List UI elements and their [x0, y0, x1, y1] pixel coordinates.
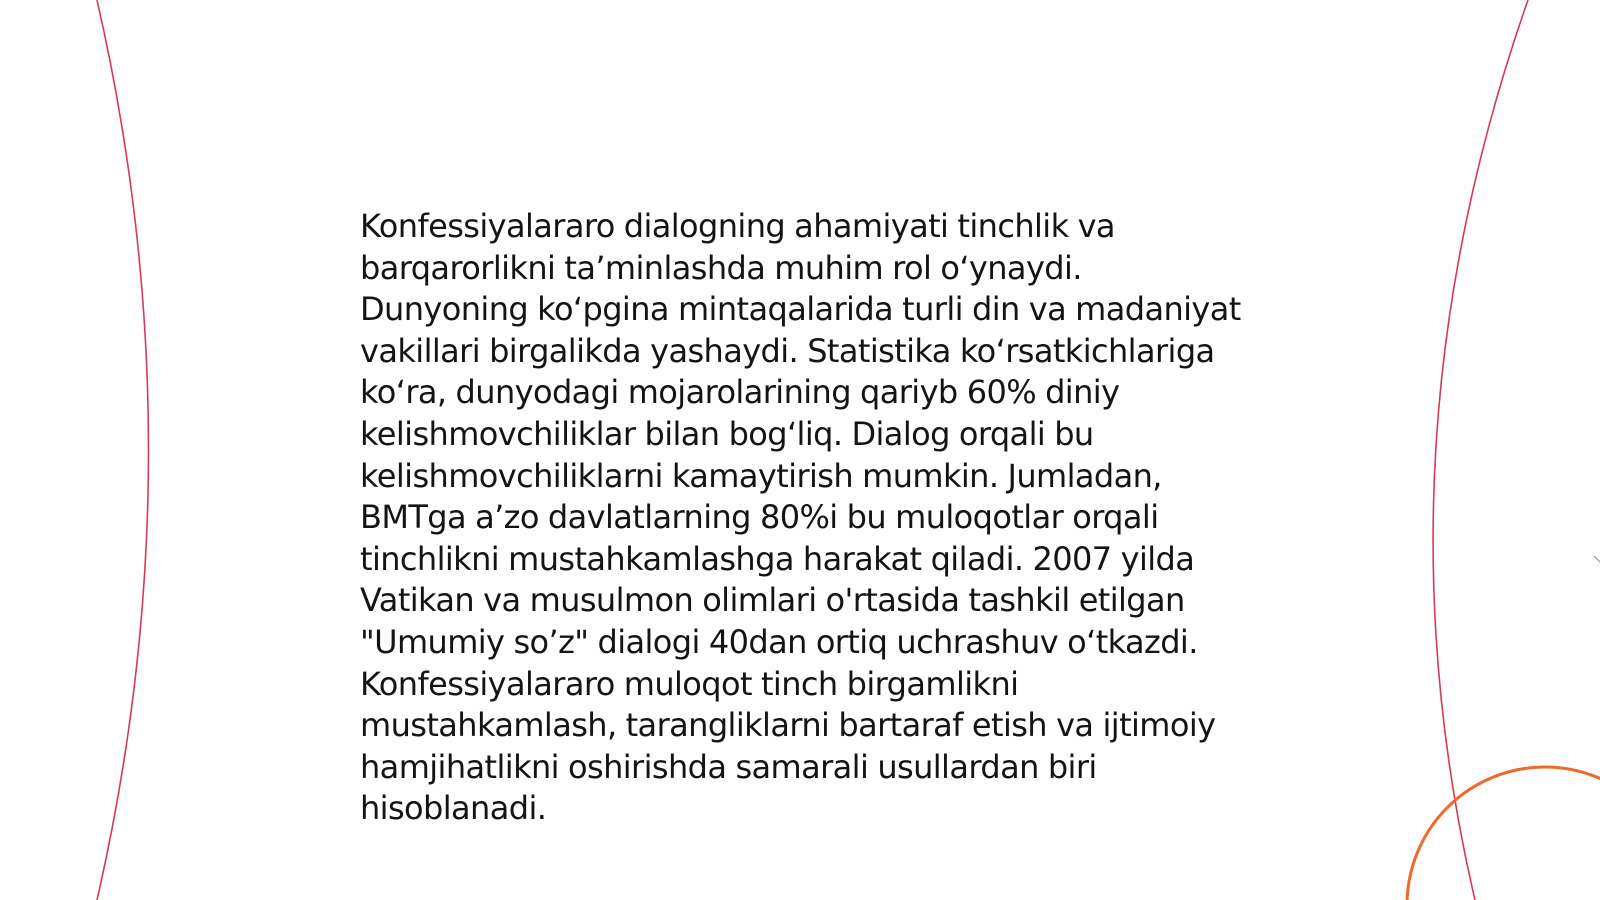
small-tick-mark	[1594, 556, 1600, 562]
right-arc	[1433, 0, 1528, 900]
body-paragraph: Konfessiyalararo dialogning ahamiyati tinchlik va barqarorlikni ta’minlashda muhim rol o‘ynaydi. Dunyoning ko‘pgina mintaqalarida turli din va madaniyat vakillari birgalikda yashaydi. Statistika ko‘rsatkichlariga ko‘ra, dunyodagi mojarolarining qariyb 60% diniy kelishmovchiliklar bilan bog‘liq. Dialog orqali bu kelishmovchiliklarni kamaytirish mumkin. Jumladan, BMTga a’zo davlatlarning 80%i bu muloqotlar orqali tinchlikni mustahkamlashga harakat qiladi. 2007 yilda Vatikan va musulmon olimlari o'rtasida tashkil etilgan "Umumiy so’z" dialogi 40dan ortiq uchrashuv o‘tkazdi. Konfessiyalararo muloqot tinch birgamlikni mustahkamlash, tarangliklarni bartaraf etish va ijtimoiy hamjihatlikni oshirishda samarali usullardan biri hisoblanadi.	[360, 207, 1241, 828]
orange-circle-arc	[1407, 767, 1600, 900]
left-arc	[97, 0, 149, 900]
